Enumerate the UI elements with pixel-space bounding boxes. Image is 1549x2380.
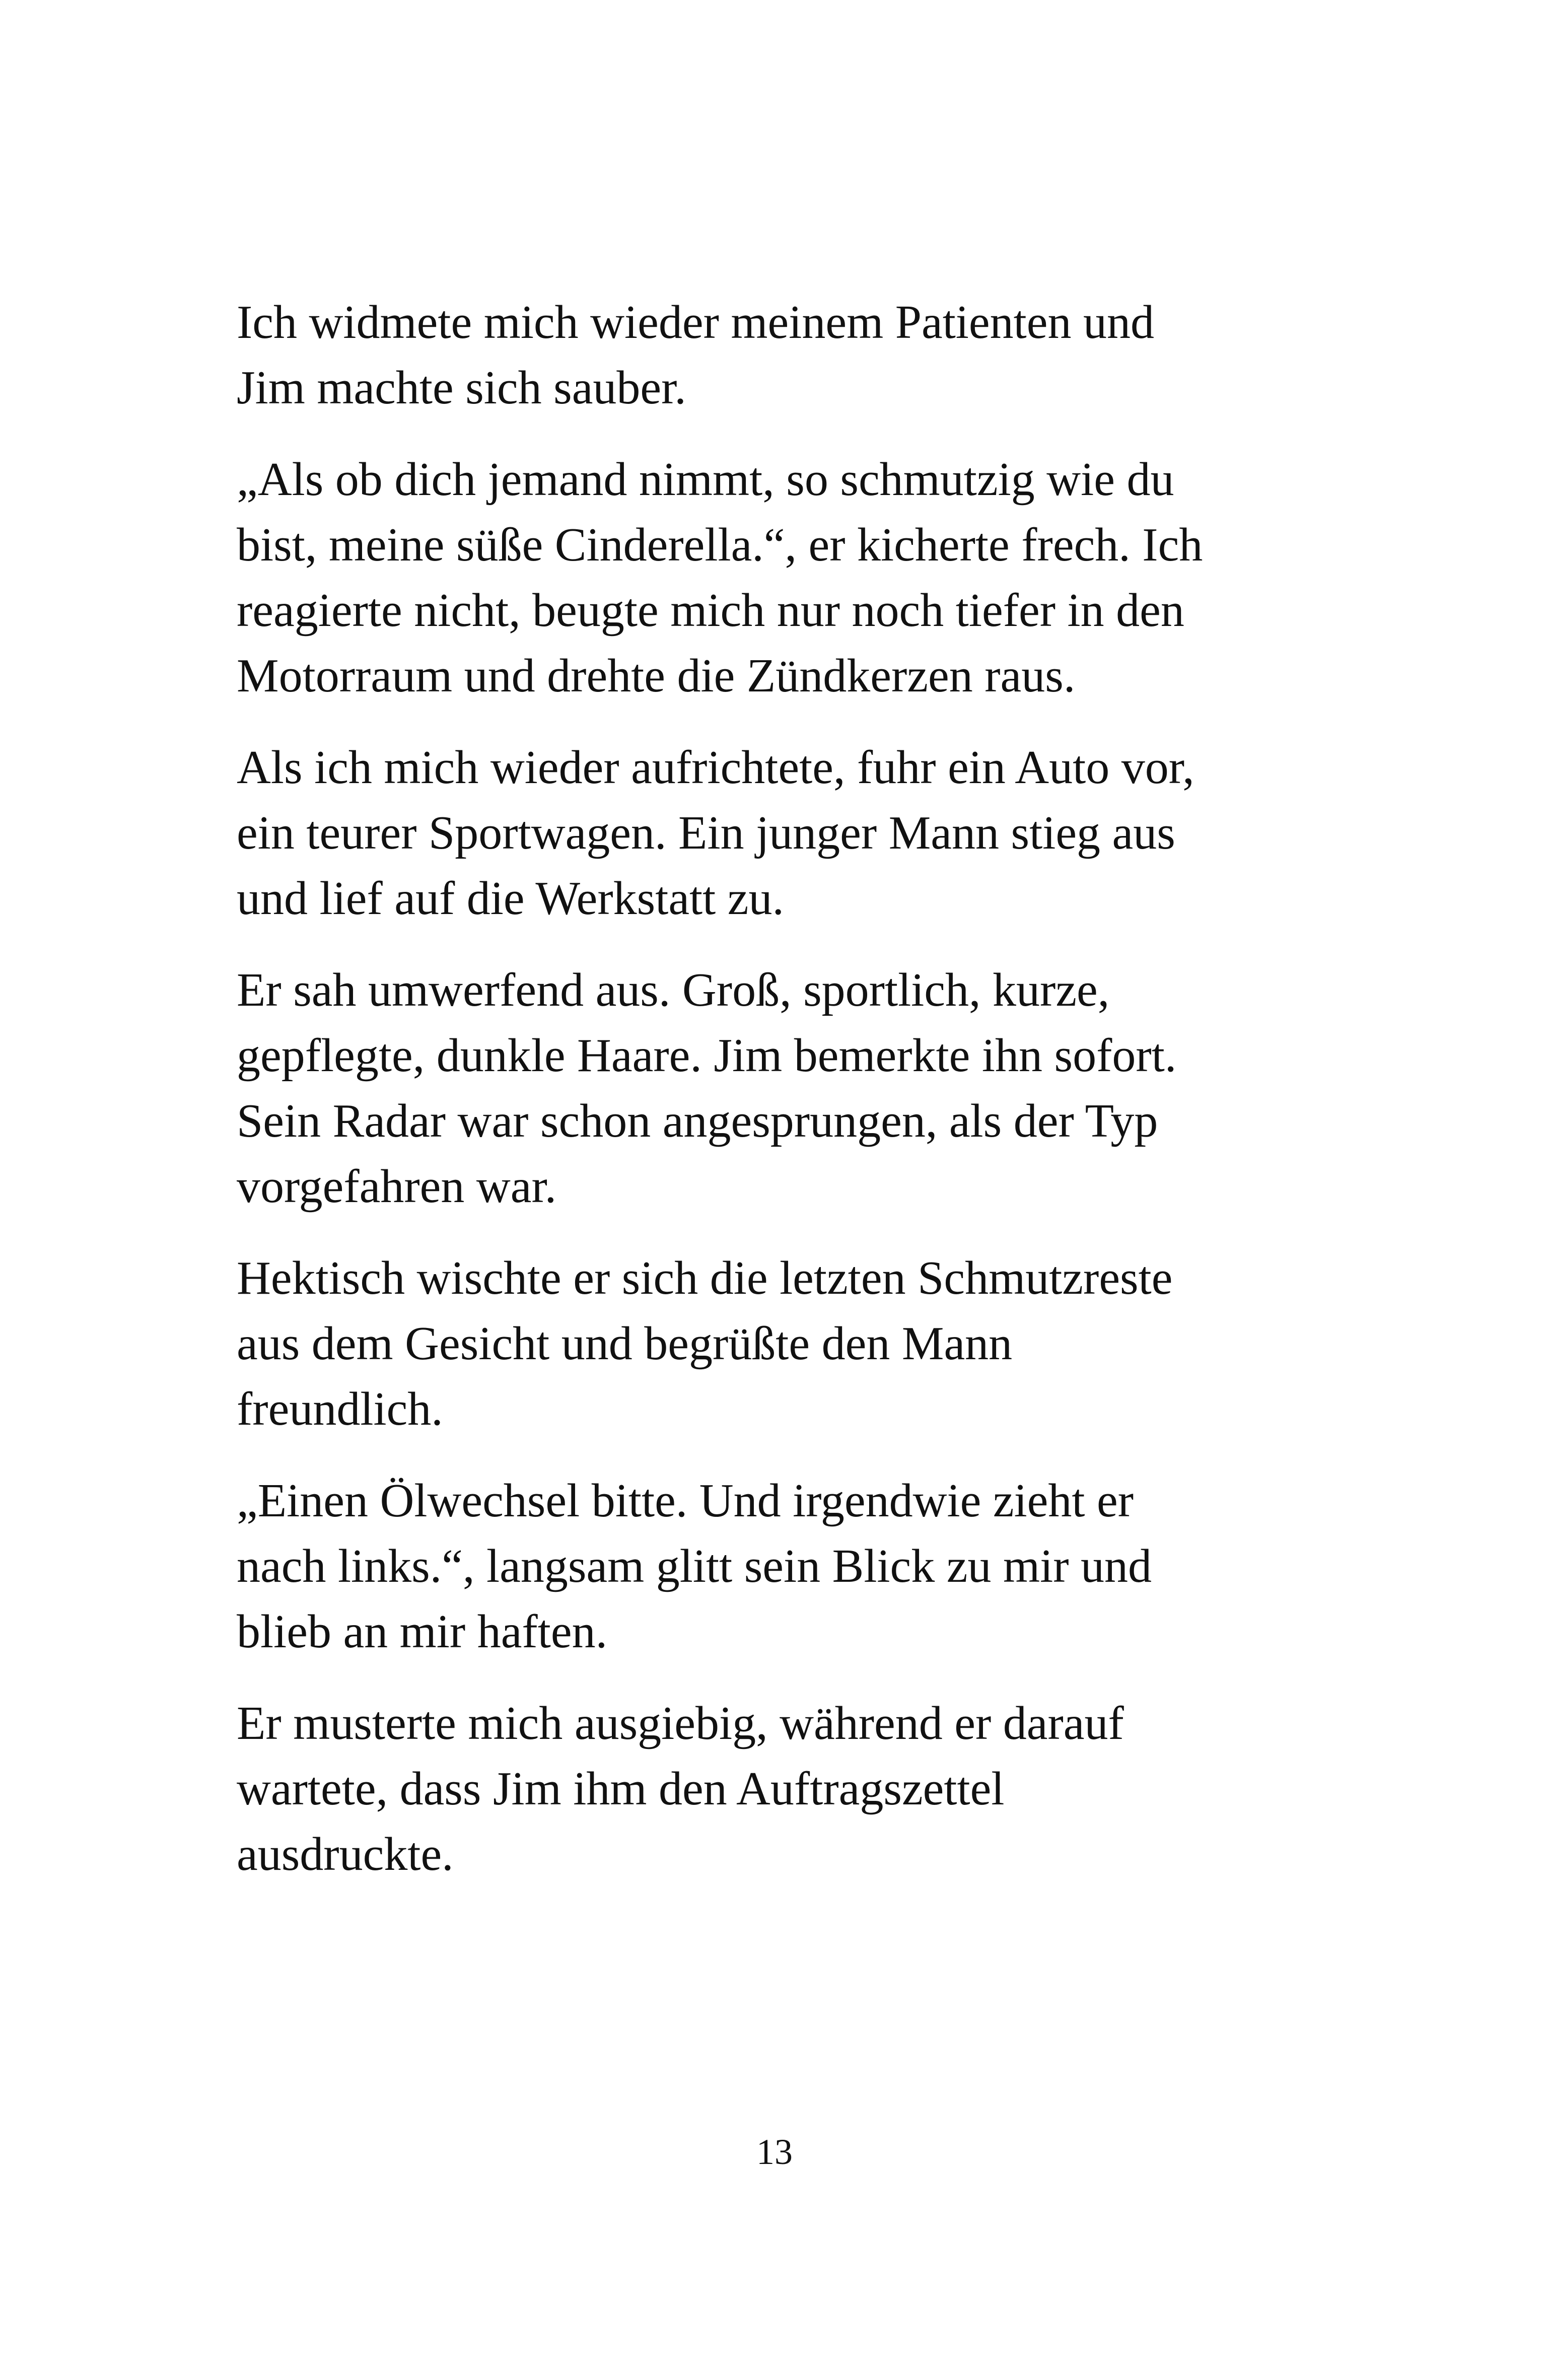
paragraph-5 <box>237 1245 1319 1442</box>
text-line: Er sah umwerfend aus. Groß, sportlich, kurze, <box>237 964 1110 1016</box>
text-line: „Als ob dich jemand nimmt, so schmutzig wie du <box>237 453 1174 506</box>
body-text <box>237 290 1319 1913</box>
text-line: Jim machte sich sauber. <box>237 362 686 414</box>
paragraph-3 <box>237 735 1319 931</box>
text-line: Er musterte mich ausgiebig, während er darauf <box>237 1697 1124 1749</box>
text-line: Ich widmete mich wieder meinem Patienten und <box>237 296 1154 348</box>
text-line: freundlich. <box>237 1383 443 1435</box>
paragraph-6 <box>237 1468 1319 1664</box>
text-line: Hektisch wischte er sich die letzten Schmutzreste <box>237 1252 1173 1304</box>
text-line: und lief auf die Werkstatt zu. <box>237 872 785 925</box>
text-line: ausdruckte. <box>237 1828 454 1880</box>
text-line: nach links.“, langsam glitt sein Blick zu mir und <box>237 1540 1152 1592</box>
text-line: blieb an mir haften. <box>237 1605 608 1658</box>
text-line: ein teurer Sportwagen. Ein junger Mann stieg aus <box>237 807 1175 859</box>
text-line: reagierte nicht, beugte mich nur noch tiefer in den <box>237 584 1184 637</box>
text-line: Motorraum und drehte die Zündkerzen raus. <box>237 650 1076 702</box>
text-line: aus dem Gesicht und begrüßte den Mann <box>237 1317 1013 1370</box>
text-line: Sein Radar war schon angesprungen, als der Typ <box>237 1095 1158 1147</box>
text-line: gepflegte, dunkle Haare. Jim bemerkte ihn sofort. <box>237 1029 1177 1082</box>
paragraph-7 <box>237 1691 1319 1887</box>
text-line: bist, meine süße Cinderella.“, er kicherte frech. Ich <box>237 519 1203 571</box>
page-number: 13 <box>756 2132 793 2172</box>
paragraph-4 <box>237 957 1319 1219</box>
text-line: „Einen Ölwechsel bitte. Und irgendwie zieht er <box>237 1475 1134 1527</box>
text-line: wartete, dass Jim ihm den Auftragszettel <box>237 1763 1005 1815</box>
text-line: vorgefahren war. <box>237 1160 557 1213</box>
text-line: Als ich mich wieder aufrichtete, fuhr ein Auto vor, <box>237 741 1194 794</box>
paragraph-1 <box>237 290 1319 421</box>
paragraph-2 <box>237 447 1319 709</box>
